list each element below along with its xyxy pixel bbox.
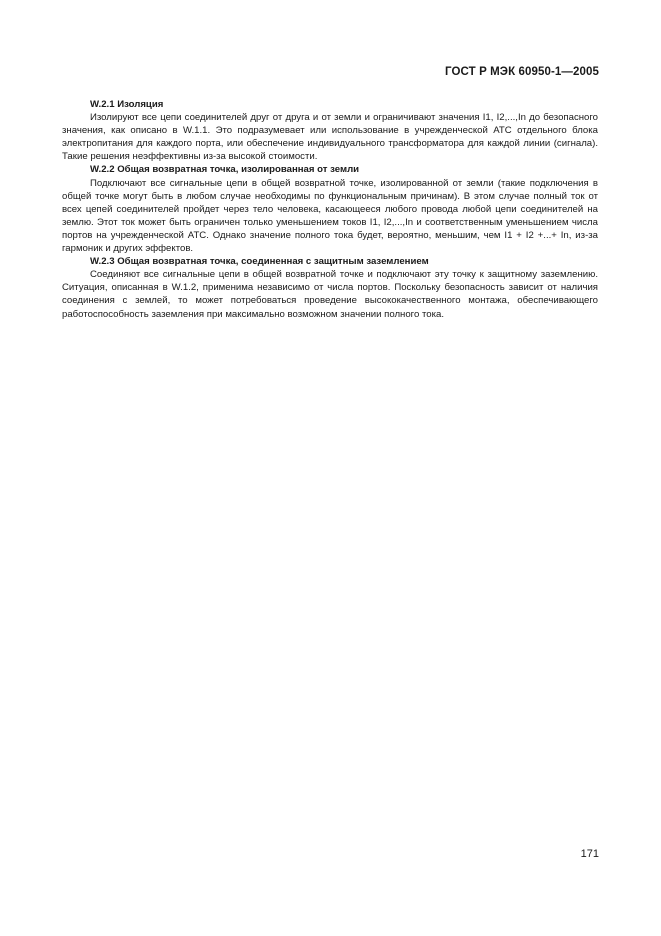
page-number: 171	[580, 848, 599, 860]
document-body	[62, 98, 598, 321]
section-text-w23: Соединяют все сигнальные цепи в общей возвратной точке и подключают эту точку к защитному заземлению. Ситуация, описанная в W.1.2, применима независимо от числа портов. Поскольку безопасность зависит от наличия соединения с землей, то может потребоваться проведение высококачественного монтажа, обеспечивающего работоспособность заземления при максимально возможном значении полного тока.	[62, 269, 598, 320]
section-text-w22: Подключают все сигнальные цепи в общей возвратной точке, изолированной от земли (такие подключения в общей точке могут быть в любом случае необходимы по функциональным причинам). В этом случае полный ток от всех цепей соединителей пройдет через тело человека, касающееся любого провода любой цепи соединителей на землю. Этот ток может быть ограничен только уменьшением токов I1, I2,...,In и соответственным уменьшением числа портов на учрежденческой АТС. Однако значение полного тока будет, вероятно, меньшим, чем I1 + I2 +...+ In, из-за гармоник и других эффектов.	[62, 177, 598, 255]
section-title-w21: W.2.1 Изоляция	[90, 99, 164, 110]
document-header: ГОСТ Р МЭК 60950-1—2005	[445, 66, 599, 78]
section-text-w21: Изолируют все цепи соединителей друг от друга и от земли и ограничивают значения I1, I2,...,In до безопасного значения, как описано в W.1.1. Это подразумевает или использование в учрежденческой АТС отдельного блока электропитания для каждого порта, или обеспечение индивидуального трансформатора для каждой линии (сигнала). Такие решения неэффективны из-за высокой стоимости.	[62, 112, 598, 163]
section-title-w23: W.2.3 Общая возвратная точка, соединенная с защитным заземлением	[90, 256, 429, 268]
section-title-w22: W.2.2 Общая возвратная точка, изолированная от земли	[90, 164, 360, 176]
